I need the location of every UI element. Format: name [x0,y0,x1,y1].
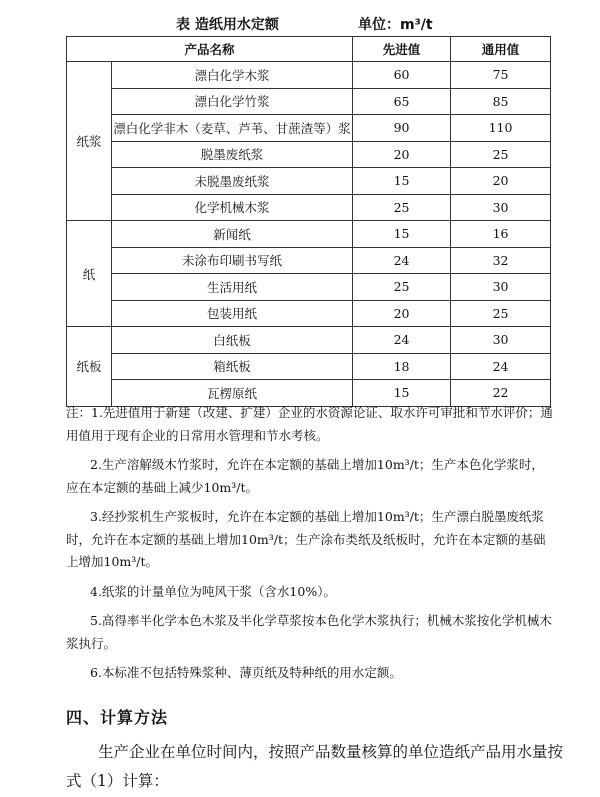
category-paper: 纸 [67,221,112,327]
table-row [67,300,551,327]
table-unit: 单位：m³/t [358,17,433,33]
table-row [67,247,551,274]
section-body [66,738,566,796]
advanced-value: 25 [353,194,451,221]
general-value: 16 [451,221,551,248]
table-header-row [67,37,551,62]
product-name: 脱墨废纸浆 [112,141,353,168]
table-notes [66,402,556,692]
table-row [67,274,551,301]
product-name: 漂白化学非木（麦草、芦苇、甘蔗渣等）浆 [112,115,353,142]
table-caption [0,14,600,36]
advanced-value: 18 [353,353,451,380]
advanced-value: 24 [353,247,451,274]
table-row [67,353,551,380]
product-name: 漂白化学竹浆 [112,88,353,115]
product-name: 未脱墨废纸浆 [112,168,353,195]
header-advanced-value: 先进值 [353,37,451,62]
general-value: 30 [451,274,551,301]
advanced-value: 60 [353,62,451,89]
product-name: 包装用纸 [112,300,353,327]
product-name: 新闻纸 [112,221,353,248]
section-paragraph: 生产企业在单位时间内，按照产品数量核算的单位造纸产品用水量按式（1）计算： [66,743,564,790]
category-paperboard: 纸板 [67,327,112,407]
table-title: 表 造纸用水定额 [176,17,279,33]
advanced-value: 90 [353,115,451,142]
advanced-value: 15 [353,221,451,248]
advanced-value: 15 [353,380,451,407]
table-row [67,168,551,195]
header-product-name: 产品名称 [67,37,353,62]
advanced-value: 65 [353,88,451,115]
advanced-value: 20 [353,300,451,327]
product-name: 漂白化学木浆 [112,62,353,89]
note-6: 6.本标准不包括特殊浆种、薄页纸及特种纸的用水定额。 [90,665,402,680]
general-value: 24 [451,353,551,380]
table-row [67,141,551,168]
general-value: 30 [451,194,551,221]
category-pulp: 纸浆 [67,62,112,221]
general-value: 22 [451,380,551,407]
general-value: 85 [451,88,551,115]
general-value: 25 [451,141,551,168]
general-value: 110 [451,115,551,142]
water-quota-table [66,36,551,407]
advanced-value: 24 [353,327,451,354]
table-row [67,62,551,89]
note-4: 4.纸浆的计量单位为吨风干浆（含水10%）。 [90,583,336,599]
table-row [67,88,551,115]
table-row [67,115,551,142]
advanced-value: 25 [353,274,451,301]
product-name: 未涂布印刷书写纸 [112,247,353,274]
advanced-value: 15 [353,168,451,195]
product-name: 化学机械木浆 [112,194,353,221]
general-value: 32 [451,247,551,274]
table-row [67,221,551,248]
general-value: 20 [451,168,551,195]
note-5: 5.高得率半化学本色木浆及半化学草浆按本色化学木浆执行；机械木浆按化学机械木浆执行。 [66,613,552,651]
product-name: 白纸板 [112,327,353,354]
general-value: 25 [451,300,551,327]
note-3: 3.经抄浆机生产浆板时，允许在本定额的基础上增加10m³/t；生产漂白脱墨废纸浆时，允许在本定额的基础上增加10m³/t；生产涂布类纸及纸板时，允许在本定额的基础上增加10m³/t。 [66,509,546,569]
header-general-value: 通用值 [451,37,551,62]
note-2: 2.生产溶解级木竹浆时，允许在本定额的基础上增加10m³/t；生产本色化学浆时，应在本定额的基础上减少10m³/t。 [66,457,544,495]
product-name: 箱纸板 [112,353,353,380]
product-name: 瓦楞原纸 [112,380,353,407]
table-row [67,194,551,221]
general-value: 75 [451,62,551,89]
product-name: 生活用纸 [112,274,353,301]
general-value: 30 [451,327,551,354]
advanced-value: 20 [353,141,451,168]
note-1: 注：1.先进值用于新建（改建、扩建）企业的水资源论证、取水许可审批和节水评价；通用值用于现有企业的日常用水管理和节水考核。 [66,405,553,443]
section-heading: 四、计算方法 [66,708,169,727]
table-row [67,327,551,354]
